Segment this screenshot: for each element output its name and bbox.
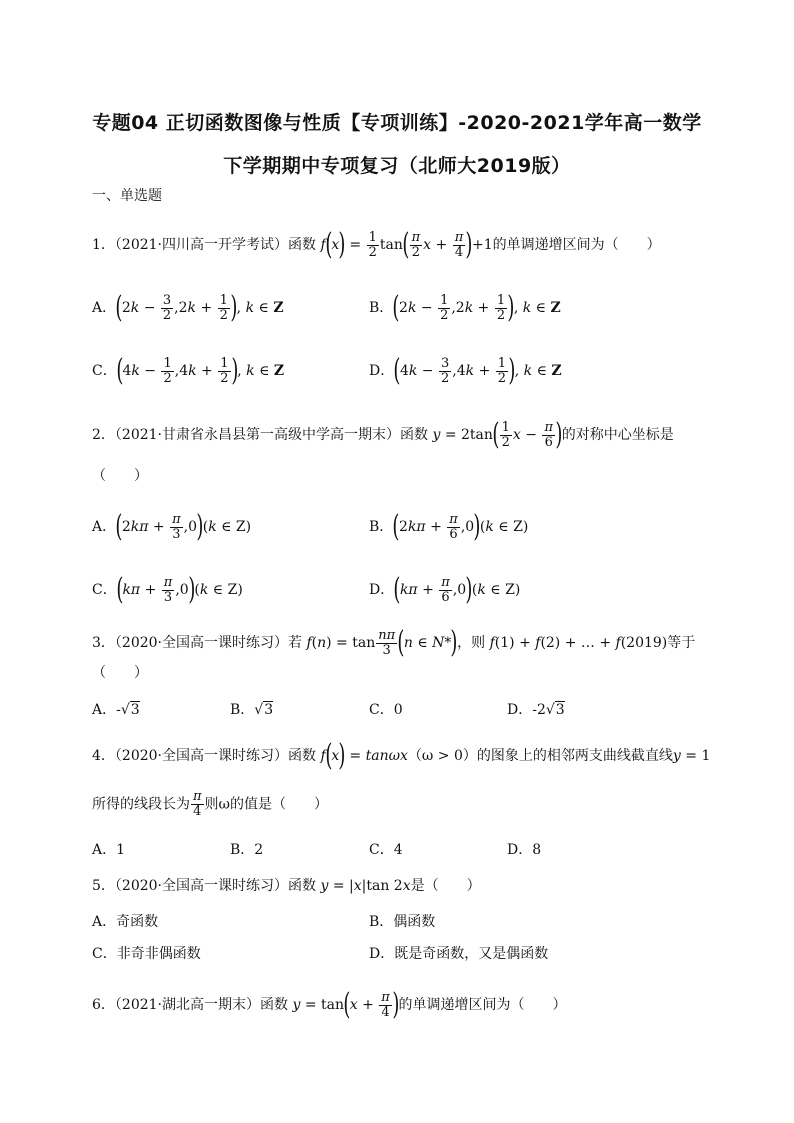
question-3-answer-paren: （ ） xyxy=(92,665,148,681)
question-5-stem: 5．（2020·全国高一课时练习）函数 y = |x|tan 2x是（ ） xyxy=(92,878,481,894)
question-2-option-c[interactable]: C．(kπ + $\frac{\pi}{3}$ ,0)(k ∈ Z) xyxy=(92,572,243,607)
question-2-option-d[interactable]: D．(kπ + $\frac{\pi}{6}$ ,0)(k ∈ Z) xyxy=(369,572,521,607)
question-3-option-c[interactable]: C．0 xyxy=(369,702,403,718)
question-6-stem: 6．（2021·湖北高一期末）函数 y = tan(x + $\frac{\pi}{4}$ )的单调递增区间为（ ） xyxy=(92,987,567,1022)
question-2-answer-paren: （ ） xyxy=(92,468,148,484)
document-title-line-2: 下学期期中专项复习（北师大2019版） xyxy=(223,155,571,177)
question-4-option-b[interactable]: B．2 xyxy=(230,842,264,858)
question-5-option-d[interactable]: D．既是奇函数，又是偶函数 xyxy=(369,946,549,962)
question-5-option-c[interactable]: C．非奇非偶函数 xyxy=(92,946,201,962)
question-2-option-a[interactable]: A．(2kπ + $\frac{\pi}{3}$ ,0)(k ∈ Z) xyxy=(92,509,252,544)
question-4-option-c[interactable]: C．4 xyxy=(369,842,403,858)
question-5-option-b[interactable]: B．偶函数 xyxy=(369,914,436,930)
question-1-option-b[interactable]: B．(2k − $\frac{1}{2}$ ,2k + $\frac{1}{2}$ ), k ∈ Z xyxy=(369,290,561,325)
question-3-option-b[interactable]: B．√3 xyxy=(230,702,274,718)
question-1-option-a[interactable]: A．(2k − $\frac{3}{2}$ ,2k + $\frac{1}{2}$ ), k ∈ Z xyxy=(92,290,284,325)
section-heading: 一、单选题 xyxy=(92,188,162,204)
question-4-stem: 4．（2020·全国高一课时练习）函数 f(x) = tanωx（ω > 0）的图象上的相邻两支曲线截直线y = 1 xyxy=(92,738,711,773)
document-title-line-1: 专题04 正切函数图像与性质【专项训练】-2020-2021学年高一数学 xyxy=(92,112,702,134)
question-4-option-d[interactable]: D．8 xyxy=(507,842,542,858)
question-2-option-b[interactable]: B．(2kπ + $\frac{\pi}{6}$ ,0)(k ∈ Z) xyxy=(369,509,529,544)
question-3-stem: 3．（2020·全国高一课时练习）若 f(n) = tan $\frac{n\pi}{3}$ (n ∈ N*)，则 f(1) + f(2) + … + f(2019)等于 xyxy=(92,625,696,660)
question-3-option-d[interactable]: D．-2√3 xyxy=(507,702,565,718)
question-1-option-d[interactable]: D．(4k − $\frac{3}{2}$ ,4k + $\frac{1}{2}$ ), k ∈ Z xyxy=(369,353,562,388)
question-4-option-a[interactable]: A．1 xyxy=(92,842,126,858)
question-3-option-a[interactable]: A．-√3 xyxy=(92,702,140,718)
question-1-stem: 1．（2021·四川高一开学考试）函数 f(x) = $\frac{1}{2}$ tan( $\frac{\pi}{2}$ x + $\frac{\pi}{4}$ )+1的单调递增区间为（ ） xyxy=(92,227,661,262)
question-4-stem-line-2: 所得的线段长为 $\frac{\pi}{4}$ 则ω的值是（ ） xyxy=(92,789,328,819)
question-5-option-a[interactable]: A．奇函数 xyxy=(92,914,159,930)
question-2-stem: 2．（2021·甘肃省永昌县第一高级中学高一期末）函数 y = 2tan( $\frac{1}{2}$ x − $\frac{\pi}{6}$ )的对称中心坐标是 xyxy=(92,417,674,452)
question-1-option-c[interactable]: C．(4k − $\frac{1}{2}$ ,4k + $\frac{1}{2}$ ), k ∈ Z xyxy=(92,353,285,388)
